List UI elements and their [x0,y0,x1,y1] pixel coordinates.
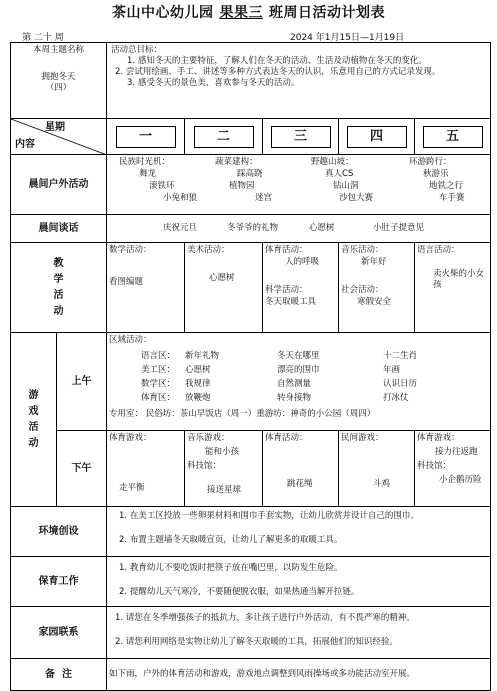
pm-topic: 跳花绳 [287,479,313,489]
date-range: 2024 年1月15日—1月19日 [290,33,405,43]
goal-2: 2. 尝试用绘画、手工、讲述等多种方式表达冬天的认识，乐意用自己的方式记录发现。 [115,67,441,77]
goals-cell [107,43,491,119]
am-label: 上午 [57,333,107,431]
family-label: 家园联系 [11,607,107,659]
pm-subject: 体育游戏： [109,433,152,443]
environment-row [11,507,491,557]
area-name: 语言区： [141,351,176,361]
outdoor-entry: 植物园 [229,181,255,191]
outdoor-entry: 舞龙 [139,169,157,179]
care-row [11,557,491,607]
teaching-wed [263,243,339,333]
games-label [11,333,57,507]
family-cell [107,607,491,659]
family-item: 2. 请您利用网络是实物让幼儿了解冬天取暖的工具，拓展他们的知识经验。 [115,637,398,647]
pm-subject: 科技馆： [417,461,452,471]
theme-label [11,43,107,119]
day-mon [107,119,185,155]
talk-topic: 庆祝元旦 [163,223,198,233]
games-label-char: 戏 [28,405,39,417]
outdoor-entry: 踩高跷 [237,169,263,179]
games-label-char: 动 [28,437,39,449]
theme-label-line1: 本周主题名称 [33,45,85,55]
teaching-label-char: 活 [53,289,64,301]
day-thu-label: 四 [347,126,407,148]
day-fri [415,119,491,155]
theme-part: （四） [45,83,72,93]
outdoor-entry: 小兔和狼 [163,193,198,203]
area-name: 数学区： [141,379,176,389]
area-activity: 十二生肖 [383,351,418,361]
pm-topic: 接送星球 [207,485,242,495]
pm-topic: 走平衡 [119,483,145,493]
environment-item: 2. 布置主题墙冬天取暖宣页，让幼儿了解更多的取暖工具。 [119,535,343,545]
diagonal-line [11,119,107,155]
day-wed [263,119,339,155]
outdoor-entry: 野趣山坡： [311,157,354,167]
area-title: 区域活动： [109,335,152,345]
games-am-cell [107,333,491,431]
teaching-subject: 语言活动： [417,245,460,255]
teaching-topic: 冬天取暖工具 [265,297,317,307]
family-item: 1. 请您在冬季增强孩子的抵抗力，多让孩子进行户外活动，有不畏严寒的精神。 [115,613,415,623]
week-label: 第 二十 周 [22,33,64,43]
games-am-row [11,333,491,431]
teaching-fri [415,243,491,333]
games-label-char: 游 [28,389,39,401]
games-label-char: 活 [28,421,39,433]
outdoor-entry: 民族时光机： [119,157,171,167]
outdoor-entry: 钻山洞 [333,181,359,191]
talk-topic: 小肚子提意见 [373,223,425,233]
care-cell [107,557,491,607]
area-name: 美工区： [141,365,176,375]
plan-table [10,42,491,691]
day-wed-label: 三 [271,126,331,148]
outdoor-entry: 沙包大赛 [339,193,374,203]
pm-tue [185,431,263,507]
environment-item: 1. 在美工区投放一些卵果材料和围巾手套实物，让幼儿欣赏并设计自己的围巾。 [119,511,419,521]
morning-outdoor-cell [107,155,491,215]
teaching-subject: 音乐活动： [341,245,384,255]
outdoor-entry: 秋游乐 [423,169,449,179]
pm-subject: 民间游戏： [341,433,384,443]
theme-row [11,43,491,119]
outdoor-entry: 滚铁环 [149,181,175,191]
special-rooms: 专用室： 民俗坊：茶山早饭店（周一）重游坊：神奇的小公园（周四） [109,409,376,419]
area-activity: 转身接物 [277,393,312,403]
environment-label: 环境创设 [11,507,107,557]
teaching-label-char: 学 [53,273,64,285]
outdoor-entry: 真人CS [325,169,354,179]
family-row [11,607,491,659]
page-title [0,2,497,22]
day-thu [339,119,415,155]
environment-cell [107,507,491,557]
games-pm-row [11,431,491,507]
remarks-row [11,659,491,691]
morning-outdoor-row [11,155,491,215]
theme-name: 拥抱冬天 [41,72,76,82]
day-fri-label: 五 [423,126,483,148]
teaching-topic: 看图编题 [109,277,144,287]
day-tue [185,119,263,155]
pm-topic: 小企鹅历险 [439,475,482,485]
pm-wed [263,431,339,507]
teaching-subject: 美术活动： [187,245,230,255]
teaching-subject: 社会活动： [341,285,384,295]
morning-talk-cell [107,215,491,243]
area-activity: 新年礼物 [185,351,220,361]
area-activity: 漂亮的围巾 [277,365,320,375]
area-activity: 自然测量 [277,379,312,389]
teaching-label-char: 教 [53,257,64,269]
class-name: 果果三 [219,5,263,21]
pm-subject: 科技馆： [187,461,222,471]
pm-thu [339,431,415,507]
teaching-subject: 体育活动： [265,245,308,255]
care-label: 保育工作 [11,557,107,607]
morning-outdoor-label: 晨间户外活动 [11,155,107,215]
area-activity: 放鞭炮 [185,393,211,403]
outdoor-entry: 车手赛 [439,193,465,203]
remarks-cell [107,659,491,691]
pm-subject: 体育活动： [265,433,308,443]
weekday-row [11,119,491,155]
area-activity: 打冰仗 [383,393,409,403]
weekday-label-top: 星期 [45,122,65,133]
remarks-text: 如下雨，户外的体育活动和游戏，游戏地点调整到风雨操场或多功能活动室开展。 [109,669,416,679]
outdoor-entry: 迷宫 [255,193,273,203]
teaching-thu [339,243,415,333]
outdoor-entry: 蔬菜建构： [215,157,258,167]
remarks-label: 备 注 [11,659,107,691]
weekday-label-bottom: 内容 [15,139,35,150]
teaching-topic: 卖火柴的小女孩 [433,269,485,290]
teaching-label-char: 动 [53,305,64,317]
weekday-label [11,119,107,155]
morning-talk-label: 晨间谈话 [11,215,107,243]
pm-topic: 能和小孩 [205,447,240,457]
area-activity: 我规律 [185,379,211,389]
teaching-topic: 新年好 [361,257,387,267]
teaching-mon [107,243,185,333]
pm-topic: 接力往返跑 [435,447,478,457]
teaching-tue [185,243,263,333]
care-item: 1. 教育幼儿不要吃饭时把筷子放在嘴巴里，以防发生危险。 [119,563,343,573]
pm-subject: 音乐游戏： [187,433,230,443]
pm-subject: 体育游戏： [417,433,460,443]
area-activity: 年画 [383,365,401,375]
pm-label: 下午 [57,431,107,507]
area-name: 体育区： [141,393,176,403]
goal-1: 1. 感知冬天的主要特征，了解人们在冬天的活动、生活及动植物在冬天的变化。 [127,56,427,66]
teaching-row [11,243,491,333]
morning-talk-row [11,215,491,243]
day-tue-label: 二 [194,126,254,148]
pm-mon [107,431,185,507]
outdoor-entry: 地铁之行 [429,181,464,191]
goals-title: 活动总目标： [111,45,163,55]
talk-topic: 心愿树 [309,223,335,233]
area-activity: 心愿树 [185,365,211,375]
teaching-topic: 人的呼吸 [285,257,320,267]
goal-3: 3. 感受冬天的景色美，喜欢参与冬天的活动。 [127,78,300,88]
teaching-subject: 数学活动： [109,245,152,255]
pm-fri [415,431,491,507]
teaching-subject: 科学活动： [265,285,308,295]
day-mon-label: 一 [116,126,176,148]
outdoor-entry: 环游跨行： [409,157,452,167]
pm-topic: 斗鸡 [373,479,391,489]
talk-topic: 冬爷爷的礼物 [227,223,279,233]
teaching-topic: 心愿树 [209,273,235,283]
teaching-topic: 寒假安全 [357,297,392,307]
teaching-label [11,243,107,333]
title-suffix: 班周日活动计划表 [269,5,385,21]
school-name: 茶山中心幼儿园 [112,5,214,21]
area-activity: 认识日历 [383,379,418,389]
care-item: 2. 提醒幼儿天气寒冷，不要随便脱衣服，如果热通当解开拉链。 [119,587,360,597]
area-activity: 冬天在哪里 [277,351,320,361]
